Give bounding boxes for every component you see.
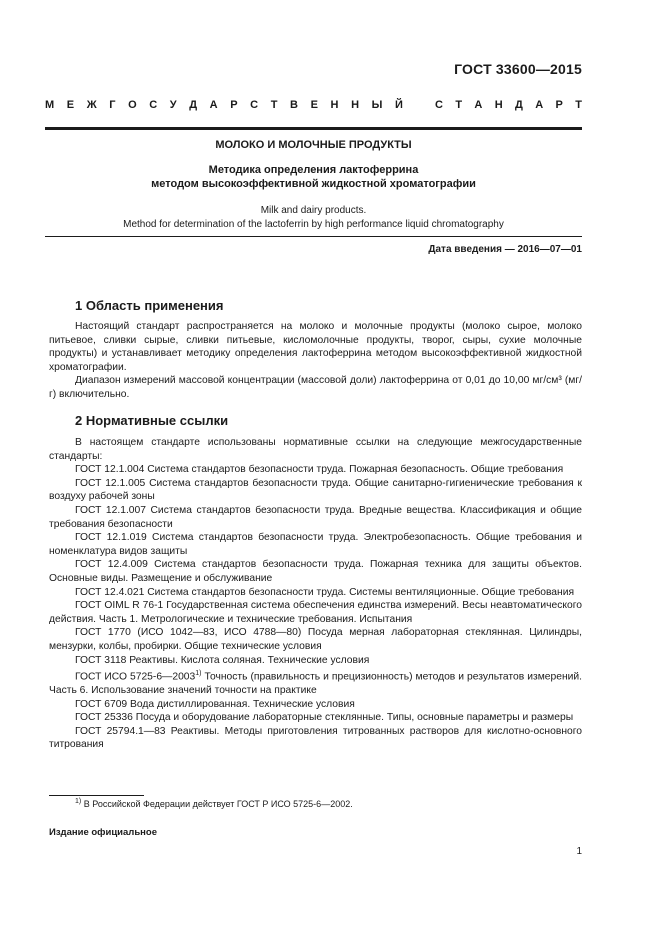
footnote	[75, 798, 353, 809]
caption-letter: Р	[555, 99, 563, 111]
caption-letter: Н	[330, 99, 339, 111]
english-title-line: Milk and dairy products.	[260, 205, 367, 216]
reference-item: ГОСТ 25794.1—83 Реактивы. Методы приготовления титрованных растворов для кислотно-основного титрования	[49, 725, 582, 751]
reference-item: ГОСТ 12.1.019 Система стандартов безопасности труда. Электробезопасность. Общие требования и номенклатура видов защиты	[49, 532, 582, 557]
caption-letter: С	[250, 99, 259, 111]
caption-letter: Т	[455, 99, 463, 111]
caption-letter: А	[535, 99, 544, 111]
footnote-mark: 1)	[75, 798, 82, 805]
page-number: 1	[576, 846, 582, 857]
official-edition-label: Издание официальное	[49, 827, 157, 838]
reference-item	[49, 667, 582, 698]
interstate-standard-caption	[45, 99, 582, 112]
english-title	[45, 204, 582, 232]
reference-item: ГОСТ 12.1.004 Система стандартов безопасности труда. Пожарная безопасность. Общие требования	[75, 464, 564, 476]
caption-letter: О	[128, 99, 137, 111]
caption-letter: С	[149, 99, 158, 111]
caption-letter: Т	[575, 99, 582, 111]
reference-text: Точность (правильность и прецизионность) методов и результатов измерений. Часть 6. Использование значений точности на практике	[49, 671, 582, 697]
caption-letter: Н	[351, 99, 360, 111]
caption-letter: А	[209, 99, 218, 111]
caption-letter: У	[169, 99, 177, 111]
caption-letter: С	[435, 99, 443, 111]
interstate-word	[45, 99, 403, 112]
reference-item: ГОСТ 6709 Вода дистиллированная. Технические условия	[75, 698, 355, 710]
section-normative-references	[49, 413, 582, 752]
caption-letter: М	[45, 99, 55, 111]
caption-letter: А	[474, 99, 483, 111]
subtitle-line: методом высокоэффективной жидкостной хроматографии	[151, 178, 476, 190]
introduction-date: Дата введения — 2016—07—01	[428, 244, 582, 255]
caption-letter: Р	[230, 99, 238, 111]
caption-letter: В	[290, 99, 298, 111]
header-rule	[45, 127, 582, 130]
reference-item: ГОСТ 12.1.005 Система стандартов безопасности труда. Общие санитарно-гигиенические требования к воздуху рабочей зоны	[49, 477, 582, 503]
paragraph: В настоящем стандарте использованы нормативные ссылки на следующие межгосударственные стандарты:	[49, 437, 582, 462]
caption-letter: Е	[310, 99, 318, 111]
english-title-line: Method for determination of the lactoferrin by high performance liquid chromatography	[123, 219, 504, 230]
reference-item: ГОСТ 1770 (ИСО 1042—83, ИСО 4788—80) Посуда мерная лабораторная стеклянная. Цилиндры, мензурки, колбы, пробирки. Общие технические условия	[49, 627, 582, 652]
paragraph: Настоящий стандарт распространяется на молоко и молочные продукты (молоко сырое, молоко питьевое, сливки сырые, сливки питьевые, кисломолочные продукты, творог, сыры, сухие молочные продукты) и устанавливает методику определения лактоферрина методом высокоэффективной жидкостной хроматографии.	[49, 321, 582, 373]
section-heading: 1 Область применения	[75, 298, 224, 313]
caption-letter: Н	[494, 99, 503, 111]
footnote-text: В Российской Федерации действует ГОСТ Р ИСО 5725-6—2002.	[81, 799, 353, 809]
reference-item: ГОСТ 12.4.021 Система стандартов безопасности труда. Системы вентиляционные. Общие требования	[75, 586, 575, 598]
reference-item: ГОСТ 12.4.009 Система стандартов безопасности труда. Пожарная техника для защиты объектов. Основные виды. Размещение и обслуживание	[49, 559, 582, 584]
gost-number: ГОСТ 33600—2015	[454, 61, 582, 77]
reference-code: ГОСТ ИСО 5725-6—2003	[75, 671, 196, 683]
caption-letter: Е	[66, 99, 75, 111]
caption-letter: Ы	[371, 99, 383, 111]
document-title: МОЛОКО И МОЛОЧНЫЕ ПРОДУКТЫ	[215, 139, 412, 151]
caption-letter: Т	[270, 99, 278, 111]
section-heading: 2 Нормативные ссылки	[75, 413, 229, 428]
reference-item: ГОСТ OIML R 76-1 Государственная система обеспечения единства измерений. Весы неавтоматического действия. Часть 1. Метрологические и технические требования. Испытания	[49, 600, 582, 625]
section-scope	[49, 298, 582, 402]
standard-word	[435, 99, 582, 112]
caption-letter: Д	[515, 99, 523, 111]
footnote-separator	[49, 795, 144, 796]
paragraph: Диапазон измерений массовой концентрации (массовой доли) лактоферрина от 0,01 до 10,00 мг/см³ (мг/г) включительно.	[49, 375, 582, 400]
reference-item: ГОСТ 12.1.007 Система стандартов безопасности труда. Вредные вещества. Классификация и общие требования безопасности	[49, 504, 582, 530]
subtitle-line: Методика определения лактоферрина	[208, 164, 419, 176]
caption-letter: Й	[394, 99, 403, 111]
title-rule	[45, 236, 582, 237]
reference-item: ГОСТ 3118 Реактивы. Кислота соляная. Технические условия	[75, 654, 370, 666]
caption-letter: Г	[109, 99, 116, 111]
reference-item: ГОСТ 25336 Посуда и оборудование лабораторные стеклянные. Типы, основные параметры и размеры	[75, 712, 574, 724]
footnote-mark: 1)	[195, 670, 202, 678]
caption-letter: Ж	[86, 99, 97, 111]
caption-letter: Д	[189, 99, 198, 111]
document-subtitle	[45, 163, 582, 191]
